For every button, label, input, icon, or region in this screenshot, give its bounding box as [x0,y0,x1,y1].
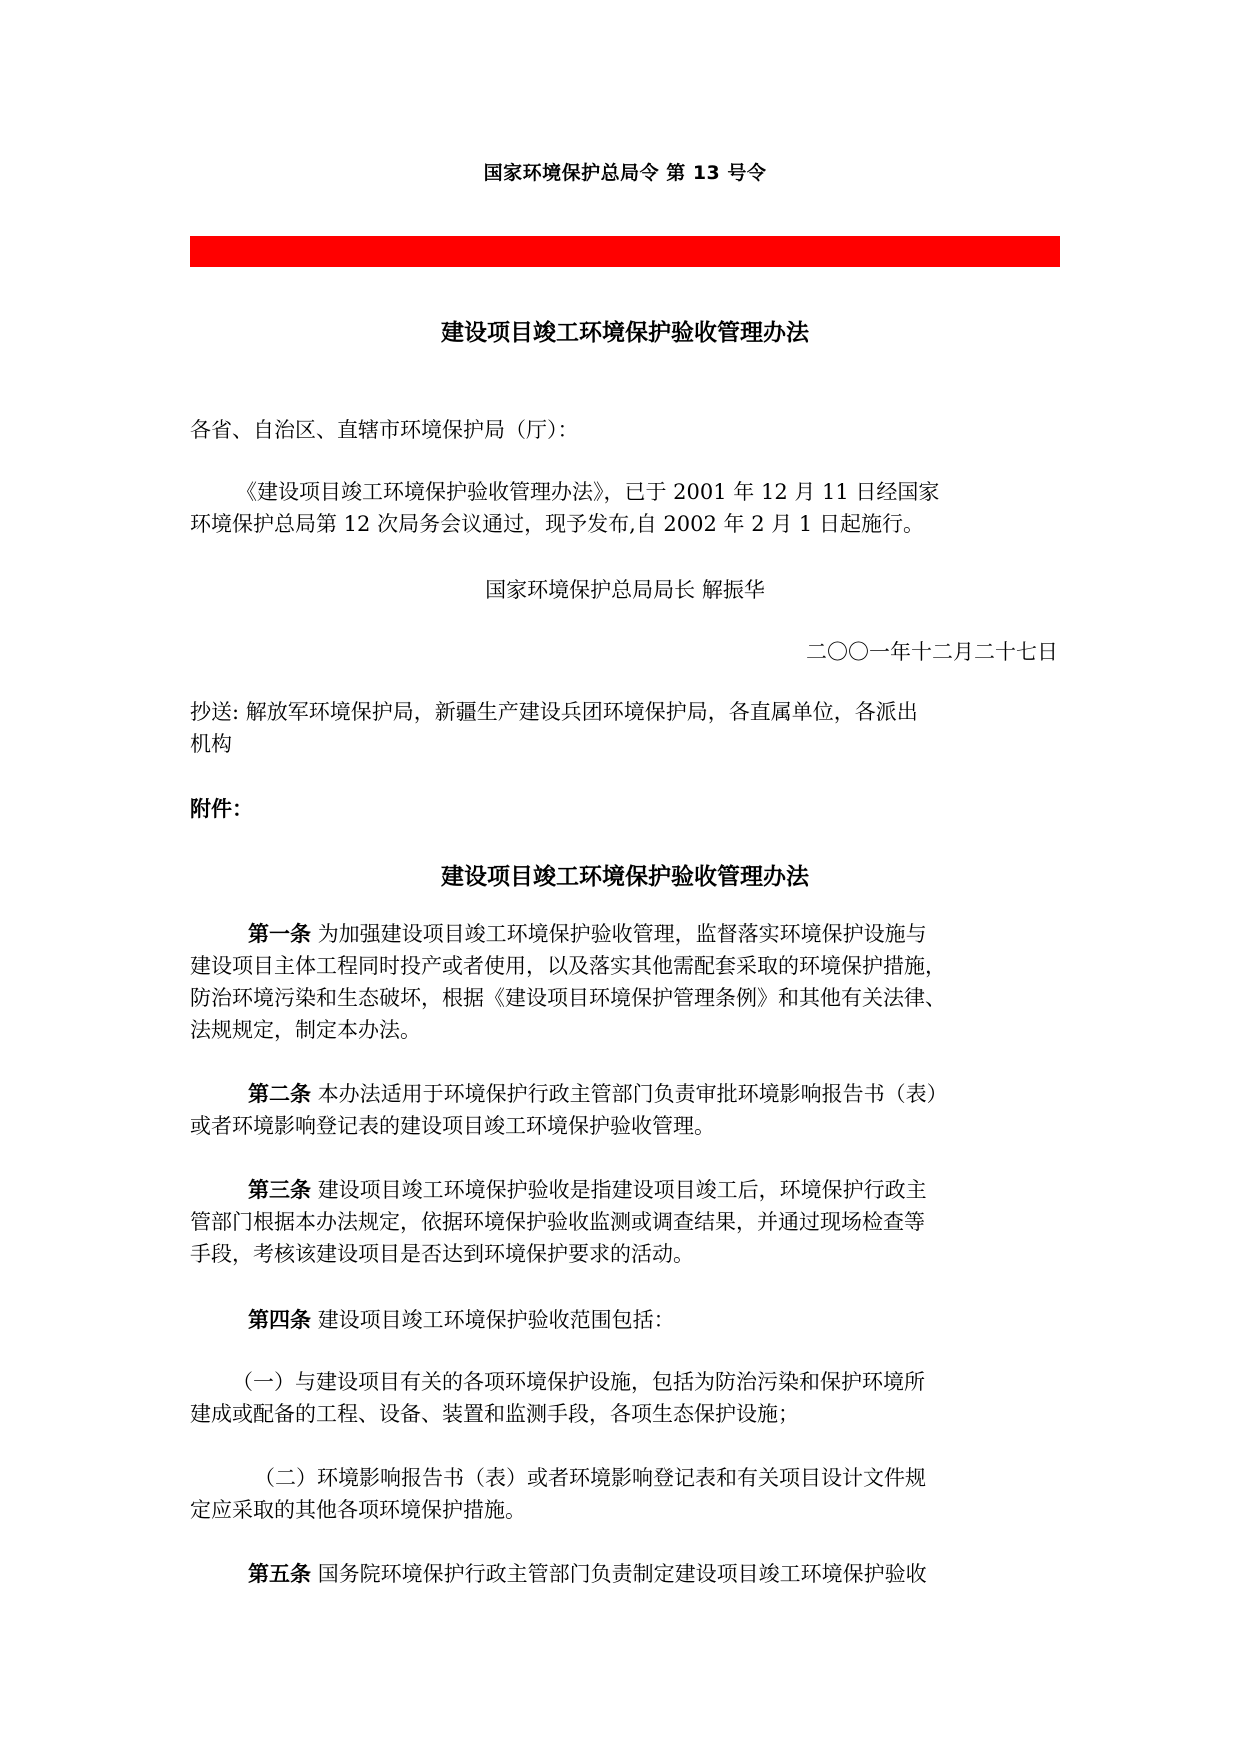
notice-body [190,476,1070,540]
decree-header: 国家环境保护总局令 第 13 号令 [483,162,767,184]
notice-title: 建设项目竣工环境保护验收管理办法 [441,320,809,346]
cc-line: 抄送: 解放军环境保护局，新疆生产建设兵团环境保护局，各直属单位，各派出 [190,700,918,724]
article-label: 第三条 [248,1178,311,1202]
notice-body-line: 《建设项目竣工环境保护验收管理办法》，已于 2001 年 12 月 11 日经国家 [236,480,940,504]
article-label: 第四条 [248,1308,311,1332]
article-4-item-1: （一）与建设项目有关的各项环境保护设施，包括为防治污染和保护环境所 建成或配备的工程、设备、装置和监测手段，各项生态保护设施； [190,1370,925,1426]
cc-list [190,696,1070,760]
article-1: 第一条 为加强建设项目竣工环境保护验收管理，监督落实环境保护设施与 建设项目主体工程同时投产或者使用，以及落实其他需配套采取的环境保护措施， 防治环境污染和生态破坏，根据《建设项目环境保护管理条例》和其他有关法律、 法规规定，制定本办法。 [190,922,946,1042]
signer: 国家环境保护总局局长 解振华 [485,578,765,602]
article-4: 第四条 建设项目竣工环境保护验收范围包括： [248,1308,675,1332]
red-banner [190,236,1060,267]
article-3: 第三条 建设项目竣工环境保护验收是指建设项目竣工后，环境保护行政主 管部门根据本办法规定，依据环境保护验收监测或调查结果，并通过现场检查等 手段，考核该建设项目是否达到环境保护要求的活动。 [190,1178,927,1266]
article-label: 第五条 [248,1562,311,1586]
attachment-title: 建设项目竣工环境保护验收管理办法 [441,864,809,890]
article-4-item-2: （二）环境影响报告书（表）或者环境影响登记表和有关项目设计文件规 定应采取的其他各项环境保护措施。 [190,1466,926,1522]
notice-body-line: 环境保护总局第 12 次局务会议通过，现予发布,自 2002 年 2 月 1 日起施行。 [190,512,924,536]
article-label: 第二条 [248,1082,311,1106]
article-label: 第一条 [248,922,311,946]
article-2: 第二条 本办法适用于环境保护行政主管部门负责审批环境影响报告书（表） 或者环境影响登记表的建设项目竣工环境保护验收管理。 [190,1082,948,1138]
issue-date: 二〇〇一年十二月二十七日 [806,640,1058,664]
salutation: 各省、自治区、直辖市环境保护局（厅）： [190,418,579,442]
article-5: 第五条 国务院环境保护行政主管部门负责制定建设项目竣工环境保护验收 [248,1562,927,1586]
cc-line: 机构 [190,732,232,756]
attachment-label: 附件： [190,797,253,821]
